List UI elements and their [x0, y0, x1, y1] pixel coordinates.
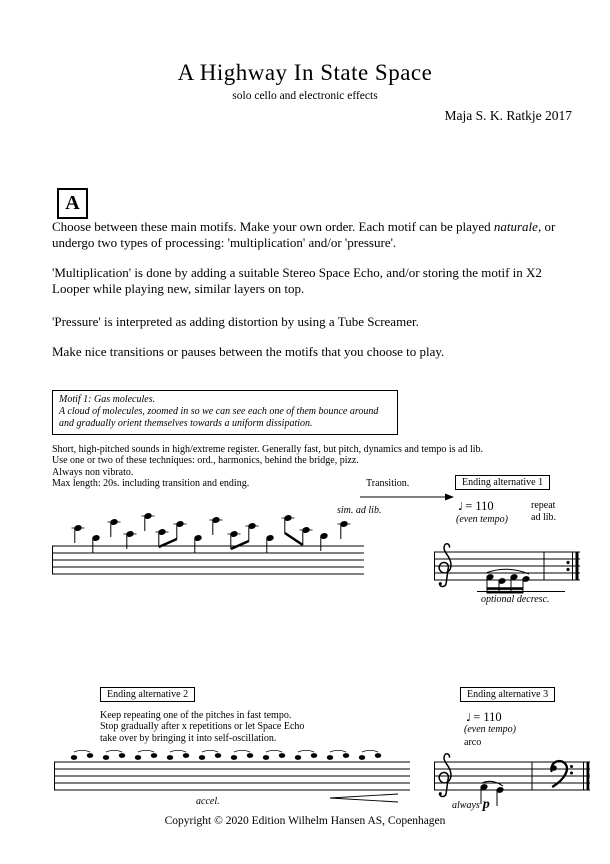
motif1-box-line3: and gradually orient themselves towards a uniform dissipation.	[59, 418, 313, 429]
note	[72, 525, 85, 543]
copyright-line: Copyright © 2020 Edition Wilhelm Hansen AS, Copenhagen	[164, 815, 446, 827]
repeated-noteheads-row	[71, 753, 381, 760]
quarter-note-icon: ♩	[458, 500, 464, 513]
composer-credit: Maja S. K. Ratkje 2017	[444, 108, 572, 123]
staff-lines	[54, 762, 410, 790]
arco-label: arco	[464, 737, 482, 748]
ending1-repeat-label: repeat	[531, 500, 556, 511]
note	[92, 535, 100, 553]
ending2-staff-notation	[52, 748, 412, 808]
motif1-notes-line3: Always non vibrato.	[52, 466, 134, 478]
accel-label: accel.	[196, 796, 220, 807]
note	[246, 523, 259, 541]
piece-subtitle: solo cello and electronic effects	[232, 90, 378, 102]
note	[108, 519, 121, 537]
piece-title: A Highway In State Space	[177, 60, 433, 85]
note	[194, 535, 202, 553]
motif1-staff-notation	[48, 508, 368, 588]
note	[266, 535, 274, 553]
para1-text: Choose between these main motifs. Make your own order. Each motif can be played	[52, 219, 494, 234]
instruction-paragraph-3: 'Pressure' is interpreted as adding distortion by using a Tube Screamer.	[52, 314, 419, 329]
instruction-paragraph-4: Make nice transitions or pauses between the motifs that you choose to play.	[52, 344, 445, 359]
motif1-box-line2: A cloud of molecules, zoomed in so we can see each one of them bounce around	[59, 406, 379, 417]
note	[210, 517, 223, 535]
ending3-tempo-value: = 110	[473, 710, 502, 724]
ending2-line2: Stop gradually after x repetitions or let Space Echo	[100, 721, 305, 733]
motif1-notes-line2: Use one or two of these techniques: ord., harmonics, behind the bridge, pizz.	[52, 455, 359, 467]
ending1-staff-notation	[432, 538, 582, 602]
rehearsal-letter: A	[65, 192, 80, 214]
para1-naturale: naturale	[493, 219, 538, 234]
motif1-notes-line4: Max length: 20s. including transition and ending.	[52, 478, 250, 490]
ending1-tempo-marking	[458, 499, 494, 514]
quarter-note-icon: ♩	[466, 711, 472, 724]
staff-lines	[434, 552, 580, 580]
staff-lines	[52, 546, 364, 574]
ending2-line1: Keep repeating one of the pitches in fast tempo.	[100, 710, 292, 721]
beam	[231, 541, 249, 549]
para1-text-end: , or undergo two types of processing: 'multiplication' and/or 'pressure'.	[52, 219, 556, 250]
motif1-description-box	[52, 390, 398, 435]
sim-ad-lib-label: sim. ad lib.	[337, 505, 382, 516]
ending3-tempo-marking	[466, 710, 502, 725]
motif1-box-line1: Motif 1: Gas molecules.	[59, 394, 156, 405]
ending1-title-box: Ending alternative 1	[455, 475, 550, 490]
rehearsal-mark-box	[57, 188, 88, 219]
ending2-line3: take over by bringing it into self-oscillation.	[100, 732, 277, 744]
ending2-title-box: Ending alternative 2	[100, 687, 195, 702]
always-label: always	[452, 800, 480, 811]
ending2-instructions	[100, 710, 304, 744]
instruction-paragraph-2: 'Multiplication' is done by adding a suitable Stereo Space Echo, and/or storing the motif in X2 Looper while playing new, similar layers on top.	[52, 265, 542, 296]
optional-decresc-label: optional decresc.	[481, 594, 550, 605]
note	[174, 521, 187, 539]
ending3-title-box: Ending alternative 3	[460, 687, 555, 702]
crescendo-hairpin	[330, 794, 398, 802]
transition-label: Transition.	[366, 478, 410, 489]
ending3-tempo-qualifier: (even tempo)	[464, 724, 516, 735]
note	[338, 521, 351, 539]
note	[300, 527, 313, 545]
transition-arrow-icon	[358, 492, 454, 502]
decresc-bracket-line	[477, 591, 565, 592]
ending1-tempo-qualifier: (even tempo)	[456, 514, 508, 525]
motif1-performance-notes	[52, 444, 483, 490]
ending1-adlib-label: ad lib.	[531, 512, 556, 523]
piano-dynamic-glyph: p	[482, 797, 490, 812]
scattered-notes	[72, 513, 351, 553]
ending1-tempo-value: = 110	[465, 499, 494, 513]
note	[282, 515, 295, 533]
beam	[285, 533, 303, 545]
instruction-paragraph-1	[52, 219, 574, 251]
pair-slurs	[74, 750, 378, 752]
motif1-notes-line1: Short, high-pitched sounds in high/extreme register. Generally fast, but pitch, dynamics and tempo is ad lib.	[52, 444, 484, 455]
ending3-dynamic	[452, 795, 490, 813]
note	[142, 513, 155, 531]
note	[320, 533, 328, 551]
